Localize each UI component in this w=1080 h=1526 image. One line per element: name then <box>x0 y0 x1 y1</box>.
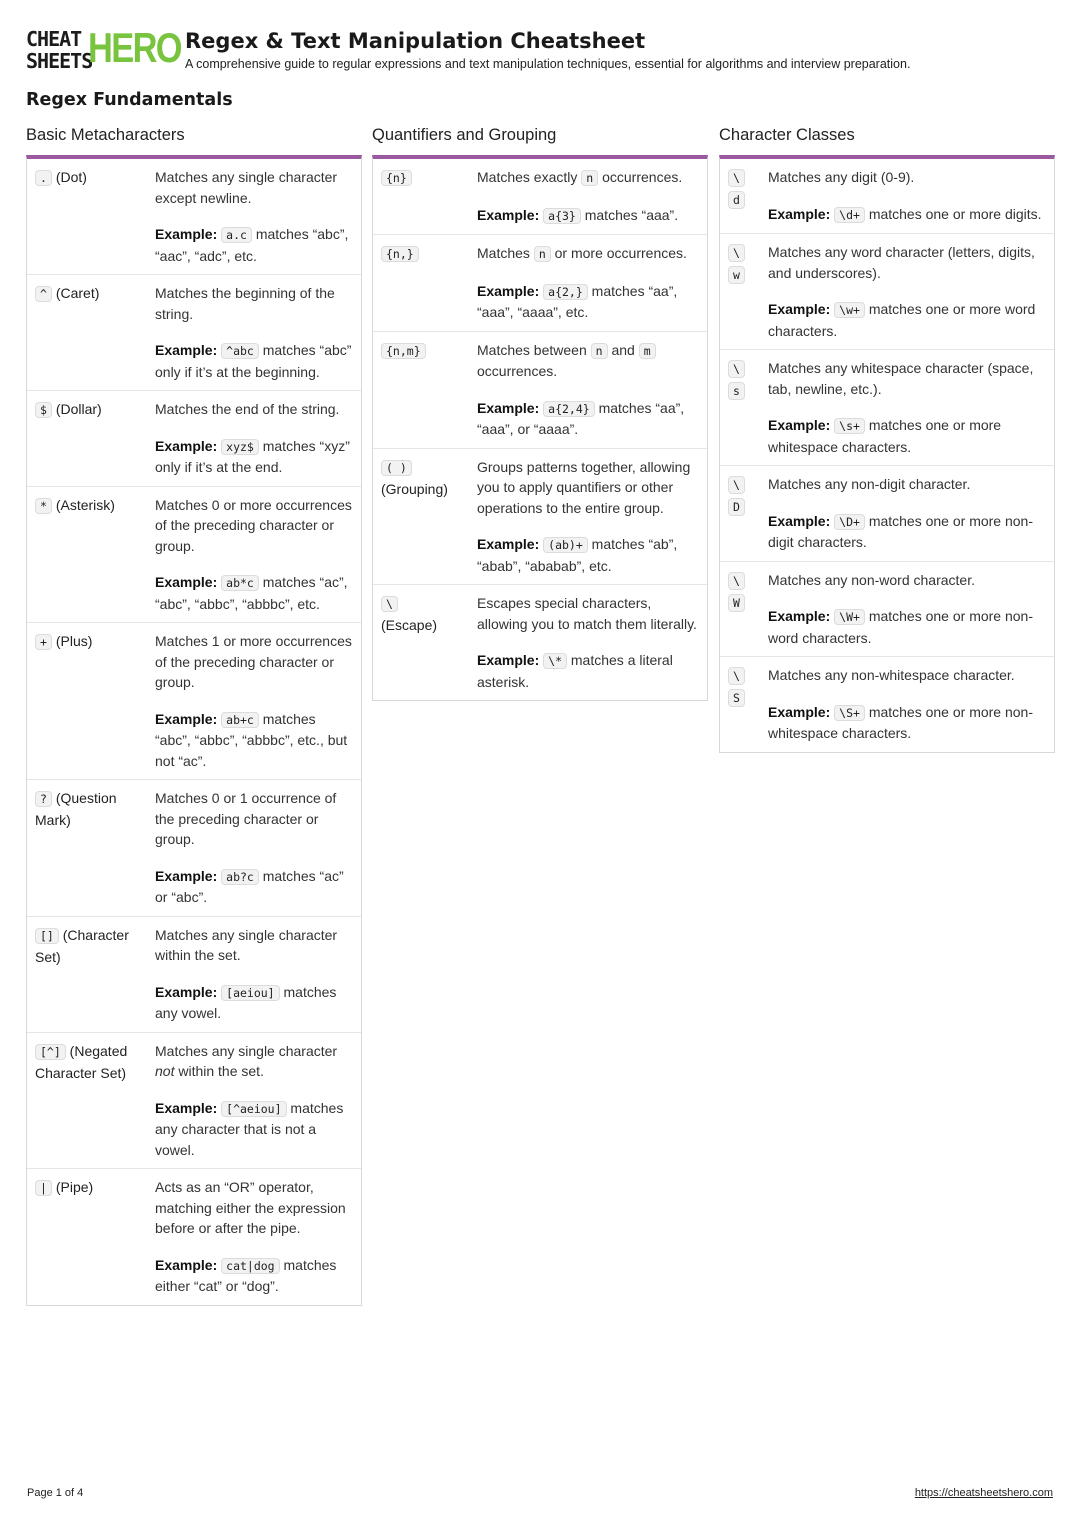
example <box>155 436 355 478</box>
example <box>768 606 1048 648</box>
title-block <box>185 28 910 72</box>
example-label: Example: <box>477 206 540 223</box>
example-code: ab?c <box>221 869 259 885</box>
row-key <box>728 242 768 341</box>
table-row <box>720 656 1054 752</box>
row-description <box>477 457 701 577</box>
description-part: or more occurrences. <box>554 245 687 261</box>
row-description <box>768 474 1048 553</box>
key-code: {n} <box>381 170 412 186</box>
example-code: \s+ <box>834 418 865 434</box>
key-code: | <box>35 1180 52 1196</box>
example-text: matches “aaa”. <box>584 206 679 223</box>
example <box>477 650 701 692</box>
cheatsheets-hero-logo[interactable] <box>26 24 181 73</box>
example-code: \D+ <box>834 514 865 530</box>
example <box>477 398 701 440</box>
row-description <box>768 358 1048 457</box>
key-code: {n,m} <box>381 343 426 359</box>
description-text: Matches 0 or more occurrences of the preceding character or group. <box>155 496 352 554</box>
key-code: s <box>728 382 745 400</box>
logo-brand-hero: HERO <box>88 24 181 71</box>
example-code: \w+ <box>834 302 865 318</box>
key-label: (Grouping) <box>381 480 448 497</box>
key-code: \ <box>728 572 745 590</box>
example-text: matches “aa”, “aaa”, or “aaaa”. <box>477 399 685 437</box>
example-code: [aeiou] <box>221 985 279 1001</box>
row-description <box>155 788 355 908</box>
example-label: Example: <box>477 536 540 552</box>
example-text: matches “xyz” only if it’s at the end. <box>155 437 350 475</box>
row-description <box>477 340 701 440</box>
key-code: d <box>728 191 745 209</box>
example-text: matches one or more non-digit characters. <box>768 512 1034 550</box>
example-label: Example: <box>155 710 218 727</box>
example-label: Example: <box>155 1256 218 1273</box>
key-code: w <box>728 266 745 284</box>
row-key <box>728 167 768 225</box>
example-label: Example: <box>768 417 831 433</box>
description-text <box>477 340 701 382</box>
key-code: * <box>35 498 52 514</box>
example-text: matches one or more non-whitespace characters. <box>768 703 1034 741</box>
row-description <box>477 243 701 323</box>
key-code: . <box>35 170 52 186</box>
table-row <box>720 465 1054 561</box>
description-text: Matches 0 or 1 occurrence of the preceding character or group. <box>155 790 337 847</box>
description-part: Matches exactly <box>477 169 578 185</box>
page-title: Regex & Text Manipulation Cheatsheet <box>185 29 646 53</box>
table-row <box>27 916 361 1032</box>
key-code: ( ) <box>381 460 412 476</box>
example-code: a.c <box>221 227 252 243</box>
description-code: n <box>581 170 598 186</box>
example <box>768 204 1048 226</box>
column-character-classes <box>719 124 1055 753</box>
row-description <box>155 1041 355 1161</box>
example-label: Example: <box>477 652 540 668</box>
row-key <box>35 495 155 615</box>
row-key <box>728 570 768 649</box>
key-code: $ <box>35 402 52 418</box>
row-key <box>381 457 477 577</box>
key-code: W <box>728 594 745 612</box>
key-code: \ <box>381 596 398 612</box>
description-part: occurrences. <box>602 169 683 185</box>
example <box>477 534 701 576</box>
description-part: Matches <box>477 245 530 261</box>
table-row <box>373 448 707 585</box>
description-text: Matches any non-whitespace character. <box>768 667 1015 683</box>
key-label: (Dot) <box>55 169 87 185</box>
row-key <box>381 340 477 440</box>
table-row <box>27 486 361 623</box>
table <box>719 155 1055 753</box>
row-key <box>35 788 155 908</box>
logo-line-sheets: SHEETS <box>26 49 93 73</box>
example <box>155 572 355 614</box>
example-code: a{3} <box>543 208 581 224</box>
example-text: matches “ab”, “abab”, “ababab”, etc. <box>477 536 678 574</box>
key-code: \ <box>728 244 745 262</box>
row-description <box>155 925 355 1024</box>
row-description <box>155 495 355 615</box>
example-label: Example: <box>768 703 831 720</box>
page-subtitle: A comprehensive guide to regular expressions and text manipulation techniques, essential for algorithms and interview preparation. <box>185 57 911 71</box>
example-text: matches one or more digits. <box>868 205 1042 222</box>
row-description <box>155 167 355 266</box>
column-basic-metacharacters <box>26 124 362 1306</box>
example-text: matches either “cat” or “dog”. <box>155 1256 337 1294</box>
example-code: ab+c <box>221 712 259 728</box>
column-title: Basic Metacharacters <box>26 126 185 144</box>
table-row <box>373 331 707 448</box>
row-description <box>768 167 1048 225</box>
description-text: Matches the beginning of the string. <box>155 285 335 322</box>
example-label: Example: <box>155 1099 218 1116</box>
table-row <box>27 390 361 486</box>
example <box>768 511 1048 553</box>
row-description <box>477 593 701 692</box>
example-label: Example: <box>768 608 831 624</box>
key-code: \ <box>728 476 745 494</box>
example-text: matches “ac”, “abc”, “abbc”, “abbbc”, etc. <box>155 574 348 612</box>
key-label: (Asterisk) <box>55 496 115 513</box>
example <box>768 299 1048 341</box>
key-label: (Pipe) <box>55 1179 94 1195</box>
site-link[interactable]: https://cheatsheetshero.com <box>914 1487 1053 1499</box>
description-text <box>477 243 701 265</box>
row-key <box>35 925 155 1024</box>
description-text: Escapes special characters, allowing you to match them literally. <box>477 595 697 632</box>
example <box>768 415 1048 457</box>
column-title: Character Classes <box>719 126 855 144</box>
logo-line-cheat: CHEAT <box>26 27 82 51</box>
description-text: Matches any non-digit character. <box>768 476 971 492</box>
key-code: + <box>35 634 52 650</box>
example <box>155 866 355 908</box>
table-row <box>720 233 1054 349</box>
row-key <box>35 1041 155 1161</box>
row-key <box>728 665 768 744</box>
description-part: Matches between <box>477 341 587 358</box>
section-title: Regex Fundamentals <box>26 90 233 110</box>
description-text: Groups patterns together, allowing you to apply quantifiers or other operations to the entire group. <box>477 458 691 516</box>
table-row <box>720 561 1054 657</box>
description-code: m <box>639 343 656 359</box>
row-description <box>768 665 1048 744</box>
example-text: matches one or more non-word characters. <box>768 608 1034 646</box>
column-title: Quantifiers and Grouping <box>372 126 557 144</box>
example-code: \W+ <box>834 609 865 625</box>
example <box>768 702 1048 744</box>
description-part: and <box>611 341 635 358</box>
row-description <box>155 399 355 478</box>
page-header <box>26 24 1056 73</box>
key-label: (Dollar) <box>55 401 102 417</box>
key-code: \ <box>728 169 745 187</box>
row-description <box>768 570 1048 649</box>
example-code: ab*c <box>221 575 259 591</box>
row-key <box>35 399 155 478</box>
row-description <box>768 242 1048 341</box>
row-description <box>477 167 701 226</box>
description-code: n <box>591 343 608 359</box>
row-key <box>728 358 768 457</box>
example-text: matches “abc” only if it’s at the beginning. <box>155 342 352 380</box>
table-row <box>373 584 707 700</box>
key-code: ? <box>35 791 52 807</box>
description-text: Matches any single character except newline. <box>155 169 338 206</box>
example <box>477 281 701 323</box>
column-quantifiers-grouping <box>372 124 708 701</box>
description-text: Matches any single character within the set. <box>155 926 338 963</box>
example-label: Example: <box>477 399 540 416</box>
key-code: \ <box>728 667 745 685</box>
description-text <box>477 167 701 189</box>
description-emphasis: not <box>155 1063 175 1079</box>
example-label: Example: <box>155 983 218 1000</box>
key-label: (Question Mark) <box>35 790 117 828</box>
example <box>155 709 355 772</box>
description-part: Matches any single character <box>155 1042 338 1059</box>
description-text: Matches the end of the string. <box>155 401 340 417</box>
example-code: [^aeiou] <box>221 1101 286 1117</box>
example <box>155 1255 355 1297</box>
key-label: (Negated Character Set) <box>35 1042 128 1081</box>
row-key <box>35 167 155 266</box>
key-code: \ <box>728 360 745 378</box>
description-text: Matches any word character (letters, digits, and underscores). <box>768 244 1035 281</box>
example-code: \d+ <box>834 207 865 223</box>
example <box>155 224 355 266</box>
example <box>155 1098 355 1161</box>
description-text <box>155 1041 355 1082</box>
table-row <box>373 159 707 234</box>
example-code: \S+ <box>834 705 865 721</box>
table-row <box>27 274 361 390</box>
example-label: Example: <box>155 226 218 242</box>
example-text: matches “abc”, “aac”, “adc”, etc. <box>155 226 349 264</box>
example-code: cat|dog <box>221 1258 279 1274</box>
table-row <box>27 1168 361 1305</box>
example-text: matches a literal asterisk. <box>477 652 673 690</box>
description-text: Matches any non-word character. <box>768 571 975 588</box>
example-code: a{2,} <box>543 284 588 300</box>
example-label: Example: <box>155 867 218 884</box>
table-row <box>720 159 1054 233</box>
example-text: matches “abc”, “abbc”, “abbbc”, etc., but not “ac”. <box>155 710 348 769</box>
key-code: ^ <box>35 286 52 302</box>
row-key <box>381 593 477 692</box>
key-code: {n,} <box>381 246 419 262</box>
example-label: Example: <box>155 342 218 358</box>
example-label: Example: <box>768 205 831 222</box>
example-text: matches any vowel. <box>155 983 337 1021</box>
description-part: within the set. <box>178 1063 264 1079</box>
table-row <box>27 622 361 779</box>
example-code: ^abc <box>221 343 259 359</box>
row-key <box>35 631 155 771</box>
description-text: Matches any digit (0-9). <box>768 169 915 185</box>
table <box>372 155 708 701</box>
key-code: D <box>728 498 745 516</box>
example-label: Example: <box>155 437 218 454</box>
example-text: matches one or more whitespace characters. <box>768 417 1002 455</box>
key-code: S <box>728 689 745 707</box>
example-text: matches one or more word characters. <box>768 301 1036 339</box>
key-label: (Character Set) <box>35 926 129 965</box>
description-text: Acts as an “OR” operator, matching either the expression before or after the pipe. <box>155 1179 346 1236</box>
row-key <box>35 283 155 382</box>
row-key <box>381 167 477 226</box>
row-description <box>155 631 355 771</box>
example-text: matches “ac” or “abc”. <box>155 867 344 905</box>
key-code: [] <box>35 928 59 944</box>
row-key <box>381 243 477 323</box>
page-number: Page 1 of 4 <box>27 1487 84 1499</box>
example-text: matches any character that is not a vowel. <box>155 1099 344 1158</box>
example-text: matches “aa”, “aaa”, “aaaa”, etc. <box>477 282 678 320</box>
example-label: Example: <box>768 512 831 529</box>
row-description <box>155 1177 355 1297</box>
table <box>26 155 362 1306</box>
example <box>477 205 701 227</box>
key-label: (Escape) <box>381 617 438 633</box>
table-row <box>373 234 707 331</box>
description-text: Matches 1 or more occurrences of the preceding character or group. <box>155 633 352 690</box>
table-row <box>27 159 361 274</box>
example-label: Example: <box>768 301 831 317</box>
table-row <box>27 1032 361 1169</box>
table-row <box>720 349 1054 465</box>
table-row <box>27 779 361 916</box>
key-code: [^] <box>35 1044 66 1060</box>
example-label: Example: <box>477 282 540 299</box>
example-code: \* <box>543 653 567 669</box>
key-label: (Caret) <box>55 285 100 301</box>
example-code: a{2,4} <box>543 401 595 417</box>
example-label: Example: <box>155 574 218 590</box>
example <box>155 340 355 382</box>
description-text: Matches any whitespace character (space, tab, newline, etc.). <box>768 360 1034 397</box>
row-key <box>728 474 768 553</box>
example <box>155 982 355 1024</box>
description-code: n <box>534 246 551 262</box>
example-code: xyz$ <box>221 439 259 455</box>
row-key <box>35 1177 155 1297</box>
description-part: occurrences. <box>477 363 558 379</box>
key-label: (Plus) <box>55 633 93 649</box>
example-code: (ab)+ <box>543 537 588 553</box>
row-description <box>155 283 355 382</box>
